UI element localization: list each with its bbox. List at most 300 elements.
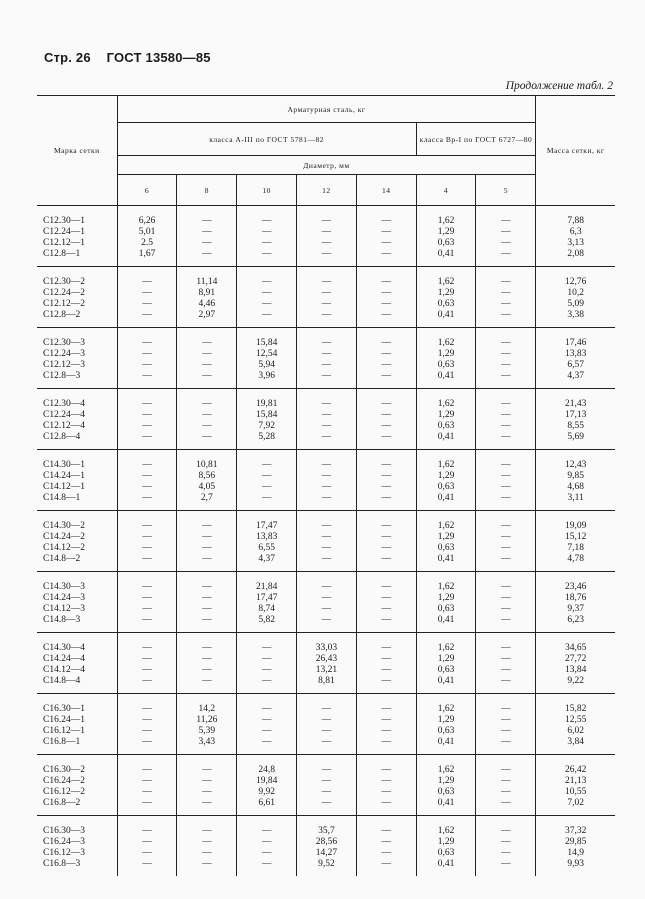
cell-value: 2,7 — [200, 493, 213, 503]
table-row-group — [37, 267, 615, 328]
value-cell-d8 — [177, 633, 237, 694]
cell-value: — — [381, 399, 391, 409]
cell-value: — — [261, 216, 272, 226]
cell-value: 29,85 — [564, 837, 587, 847]
mass-cell — [536, 267, 615, 328]
cell-value: — — [321, 471, 332, 481]
cell-value: 1,29 — [437, 593, 455, 603]
cell-value: — — [501, 665, 511, 675]
cell-value: — — [381, 338, 391, 348]
value-cell-d6 — [117, 755, 177, 816]
value-cell-d12 — [297, 511, 357, 572]
value-cell-d12 — [297, 450, 357, 511]
cell-value: — — [261, 493, 272, 503]
mesh-mark: С12.24—3 — [43, 349, 85, 359]
mesh-mark: С14.30—2 — [43, 521, 85, 531]
cell-value: — — [142, 787, 152, 797]
cell-value: — — [202, 249, 212, 259]
mark-cell — [37, 633, 117, 694]
cell-value: 6,23 — [567, 615, 584, 625]
cell-value: — — [142, 471, 152, 481]
cell-value: — — [202, 826, 212, 836]
value-cell-d8 — [177, 572, 237, 633]
cell-value: — — [142, 776, 152, 786]
cell-value: — — [501, 787, 511, 797]
cell-value: 1,62 — [437, 399, 455, 409]
mesh-mark: С12.30—4 — [43, 399, 85, 409]
cell-value: 33,03 — [315, 643, 338, 653]
cell-value: — — [142, 399, 152, 409]
value-cell-d10 — [237, 572, 297, 633]
cell-value: — — [142, 288, 152, 298]
value-cell-d12 — [297, 206, 357, 267]
standard-number: ГОСТ 13580—85 — [106, 50, 211, 65]
cell-value: 8,55 — [567, 421, 584, 431]
value-cell-d5 — [476, 755, 536, 816]
value-cell-d4 — [416, 755, 476, 816]
cell-value: — — [381, 371, 391, 381]
cell-value: — — [142, 665, 152, 675]
cell-value: 10,2 — [567, 288, 584, 298]
cell-value: — — [321, 338, 332, 348]
cell-value: — — [501, 543, 511, 553]
cell-value: — — [142, 410, 152, 420]
cell-value: — — [381, 798, 391, 808]
value-cell-d8 — [177, 511, 237, 572]
cell-value: — — [501, 604, 511, 614]
cell-value: 12,76 — [564, 277, 587, 287]
cell-value: — — [501, 837, 511, 847]
mesh-mark: С12.8—3 — [43, 371, 81, 381]
mesh-mark: С16.12—3 — [43, 848, 85, 858]
cell-value: — — [381, 859, 391, 869]
cell-value: 0,63 — [437, 482, 455, 492]
cell-value: — — [321, 787, 332, 797]
cell-value: — — [381, 765, 391, 775]
value-cell-d5 — [476, 633, 536, 694]
cell-value: — — [202, 521, 212, 531]
cell-value: — — [202, 654, 212, 664]
mesh-mark: С12.30—1 — [43, 216, 85, 226]
value-cell-d4 — [416, 633, 476, 694]
cell-value: 3,84 — [567, 737, 584, 747]
header-diameter-2: 10 — [237, 175, 297, 206]
cell-value: — — [142, 826, 152, 836]
value-cell-d6 — [117, 206, 177, 267]
cell-value: 1,62 — [437, 277, 455, 287]
cell-value: — — [321, 593, 332, 603]
mesh-mark: С14.12—3 — [43, 604, 85, 614]
cell-value: — — [261, 310, 272, 320]
mesh-mark: С14.8—3 — [43, 615, 81, 625]
value-cell-d4 — [416, 816, 476, 877]
value-cell-d8 — [177, 755, 237, 816]
value-cell-d14 — [356, 206, 416, 267]
value-cell-d5 — [476, 389, 536, 450]
cell-value: — — [381, 227, 391, 237]
mesh-mark: С14.12—2 — [43, 543, 85, 553]
cell-value: — — [321, 238, 332, 248]
cell-value: — — [142, 715, 152, 725]
cell-value: 7,92 — [258, 421, 275, 431]
cell-value: — — [321, 310, 332, 320]
cell-value: 2,08 — [567, 249, 584, 259]
cell-value: — — [202, 238, 212, 248]
cell-value: — — [321, 604, 332, 614]
cell-value: — — [202, 848, 212, 858]
cell-value: 14,2 — [198, 704, 216, 714]
cell-value: — — [142, 349, 152, 359]
mesh-mark: С16.30—1 — [43, 704, 85, 714]
cell-value: — — [202, 338, 212, 348]
cell-value: — — [501, 554, 511, 564]
cell-value: 10,81 — [196, 460, 218, 470]
cell-value: — — [261, 277, 272, 287]
cell-value: — — [381, 349, 391, 359]
cell-value: — — [261, 859, 272, 869]
cell-value: — — [261, 654, 272, 664]
mesh-mark: С16.30—2 — [43, 765, 85, 775]
cell-value: 19,09 — [564, 521, 587, 531]
cell-value: 1,29 — [437, 471, 455, 481]
cell-value: — — [261, 643, 272, 653]
cell-value: 12,55 — [564, 715, 587, 725]
header-diameter-5: 4 — [416, 175, 476, 206]
cell-value: — — [321, 371, 332, 381]
cell-value: 0,63 — [437, 238, 455, 248]
mesh-mark: С16.8—1 — [43, 737, 81, 747]
cell-value: 0,41 — [437, 249, 455, 259]
cell-value: — — [381, 837, 391, 847]
cell-value: — — [202, 665, 212, 675]
reinforcement-mesh-table — [37, 95, 615, 876]
cell-value: 18,76 — [564, 593, 587, 603]
cell-value: — — [501, 299, 511, 309]
header-mesh-mass: Масса сетки, кг — [536, 96, 615, 206]
cell-value: — — [261, 471, 272, 481]
value-cell-d8 — [177, 389, 237, 450]
cell-value: 2,97 — [198, 310, 216, 320]
cell-value: — — [261, 737, 272, 747]
cell-value: — — [261, 704, 272, 714]
cell-value: — — [202, 532, 212, 542]
cell-value: — — [142, 848, 152, 858]
value-cell-d4 — [416, 511, 476, 572]
cell-value: 21,43 — [564, 399, 587, 409]
cell-value: — — [501, 482, 511, 492]
cell-value: — — [501, 765, 511, 775]
value-cell-d14 — [356, 450, 416, 511]
cell-value: 1,62 — [437, 704, 455, 714]
mark-cell — [37, 328, 117, 389]
cell-value: — — [321, 432, 332, 442]
cell-value: — — [501, 676, 511, 686]
cell-value: — — [381, 604, 391, 614]
cell-value: — — [381, 238, 391, 248]
cell-value: 1,62 — [437, 643, 455, 653]
mass-cell — [536, 816, 615, 877]
cell-value: — — [381, 360, 391, 370]
cell-value: 1,29 — [437, 349, 455, 359]
cell-value: — — [142, 726, 152, 736]
value-cell-d12 — [297, 572, 357, 633]
value-cell-d10 — [237, 633, 297, 694]
cell-value: — — [501, 615, 511, 625]
cell-value: 17,47 — [255, 521, 278, 531]
cell-value: — — [202, 371, 212, 381]
cell-value: — — [321, 216, 332, 226]
page-number: Стр. 26 — [44, 50, 91, 65]
cell-value: — — [261, 837, 272, 847]
value-cell-d5 — [476, 450, 536, 511]
mass-cell — [536, 328, 615, 389]
cell-value: 6,57 — [567, 360, 584, 370]
cell-value: — — [142, 277, 152, 287]
value-cell-d10 — [237, 206, 297, 267]
table-row-group — [37, 816, 615, 877]
value-cell-d4 — [416, 267, 476, 328]
cell-value: — — [261, 726, 272, 736]
table-row-group — [37, 511, 615, 572]
cell-value: 6,55 — [258, 543, 275, 553]
cell-value: — — [501, 399, 511, 409]
cell-value: — — [261, 715, 272, 725]
cell-value: 0,63 — [437, 604, 455, 614]
value-cell-d14 — [356, 511, 416, 572]
value-cell-d14 — [356, 389, 416, 450]
cell-value: 3,96 — [258, 371, 275, 381]
cell-value: — — [501, 410, 511, 420]
cell-value: 7,88 — [567, 216, 584, 226]
cell-value: 5,39 — [198, 726, 216, 736]
cell-value: — — [142, 482, 152, 492]
mesh-mark: С16.24—2 — [43, 776, 85, 786]
mesh-mark: С12.12—1 — [43, 238, 85, 248]
cell-value: — — [321, 299, 332, 309]
value-cell-d14 — [356, 267, 416, 328]
cell-value: — — [501, 310, 511, 320]
value-cell-d6 — [117, 511, 177, 572]
cell-value: — — [202, 432, 212, 442]
mass-cell — [536, 633, 615, 694]
cell-value: — — [381, 249, 391, 259]
cell-value: 3,38 — [567, 310, 584, 320]
cell-value: 5,09 — [567, 299, 584, 309]
header-mesh-mark: Марка сетки — [37, 96, 117, 206]
cell-value: — — [381, 310, 391, 320]
cell-value: 0,41 — [437, 737, 455, 747]
cell-value: 11,14 — [196, 277, 218, 287]
cell-value: 17,46 — [564, 338, 587, 348]
cell-value: — — [142, 593, 152, 603]
mass-cell — [536, 206, 615, 267]
cell-value: — — [202, 227, 212, 237]
cell-value: — — [261, 238, 272, 248]
value-cell-d6 — [117, 633, 177, 694]
cell-value: 26,43 — [315, 654, 338, 664]
cell-value: — — [142, 360, 152, 370]
value-cell-d12 — [297, 389, 357, 450]
value-cell-d12 — [297, 267, 357, 328]
cell-value: 4,46 — [198, 299, 216, 309]
cell-value: 4,68 — [567, 482, 584, 492]
cell-value: — — [202, 615, 212, 625]
value-cell-d8 — [177, 816, 237, 877]
cell-value: 1,29 — [437, 776, 455, 786]
value-cell-d6 — [117, 389, 177, 450]
cell-value: — — [202, 776, 212, 786]
mesh-mark: С16.12—1 — [43, 726, 85, 736]
cell-value: 34,65 — [564, 643, 587, 653]
value-cell-d14 — [356, 572, 416, 633]
cell-value: — — [202, 604, 212, 614]
cell-value: 6,02 — [567, 726, 584, 736]
mesh-mark: С12.12—4 — [43, 421, 85, 431]
cell-value: 4,05 — [198, 482, 216, 492]
cell-value: — — [321, 715, 332, 725]
cell-value: — — [142, 432, 152, 442]
cell-value: — — [501, 582, 511, 592]
cell-value: — — [202, 643, 212, 653]
header-diameter-3: 12 — [297, 175, 357, 206]
cell-value: 1,29 — [437, 532, 455, 542]
cell-value: — — [381, 726, 391, 736]
cell-value: — — [321, 521, 332, 531]
mark-cell — [37, 511, 117, 572]
cell-value: 23,46 — [564, 582, 587, 592]
cell-value: — — [501, 277, 511, 287]
cell-value: — — [501, 593, 511, 603]
value-cell-d10 — [237, 816, 297, 877]
cell-value: — — [381, 532, 391, 542]
cell-value: — — [321, 288, 332, 298]
cell-value: 1,29 — [437, 288, 455, 298]
cell-value: 6,3 — [569, 227, 582, 237]
cell-value: — — [202, 554, 212, 564]
mesh-mark: С14.24—2 — [43, 532, 85, 542]
cell-value: — — [142, 737, 152, 747]
value-cell-d4 — [416, 206, 476, 267]
cell-value: 13,83 — [255, 532, 278, 542]
cell-value: — — [501, 715, 511, 725]
mesh-mark: С14.8—1 — [43, 493, 81, 503]
cell-value: 15,84 — [255, 410, 278, 420]
value-cell-d6 — [117, 267, 177, 328]
header-class-a3: класса А-III по ГОСТ 5781—82 — [117, 123, 416, 156]
value-cell-d6 — [117, 694, 177, 755]
value-cell-d4 — [416, 572, 476, 633]
cell-value: — — [501, 521, 511, 531]
value-cell-d12 — [297, 694, 357, 755]
cell-value: — — [142, 582, 152, 592]
cell-value: — — [321, 704, 332, 714]
cell-value: 0,63 — [437, 665, 455, 675]
cell-value: — — [321, 399, 332, 409]
value-cell-d5 — [476, 511, 536, 572]
cell-value: — — [381, 432, 391, 442]
cell-value: — — [142, 493, 152, 503]
cell-value: — — [142, 704, 152, 714]
cell-value: — — [261, 665, 272, 675]
mass-cell — [536, 755, 615, 816]
cell-value: — — [202, 410, 212, 420]
value-cell-d14 — [356, 755, 416, 816]
cell-value: — — [321, 726, 332, 736]
mesh-mark: С12.8—2 — [43, 310, 81, 320]
cell-value: — — [202, 543, 212, 553]
cell-value: — — [142, 532, 152, 542]
cell-value: — — [261, 826, 272, 836]
header-diameter-6: 5 — [476, 175, 536, 206]
cell-value: 27,72 — [564, 654, 587, 664]
cell-value: 7,18 — [567, 543, 584, 553]
cell-value: 0,63 — [437, 299, 455, 309]
value-cell-d10 — [237, 694, 297, 755]
cell-value: — — [142, 837, 152, 847]
cell-value: — — [501, 798, 511, 808]
cell-value: — — [202, 593, 212, 603]
cell-value: — — [321, 765, 332, 775]
cell-value: — — [501, 460, 511, 470]
cell-value: — — [381, 593, 391, 603]
table-row-group — [37, 755, 615, 816]
cell-value: 15,82 — [564, 704, 587, 714]
mesh-mark: С12.12—3 — [43, 360, 85, 370]
value-cell-d14 — [356, 816, 416, 877]
cell-value: — — [202, 216, 212, 226]
cell-value: — — [501, 471, 511, 481]
cell-value: — — [381, 216, 391, 226]
cell-value: — — [142, 299, 152, 309]
mesh-mark: С16.24—3 — [43, 837, 85, 847]
cell-value: — — [142, 604, 152, 614]
cell-value: 8,74 — [258, 604, 275, 614]
cell-value: 9,22 — [567, 676, 584, 686]
value-cell-d5 — [476, 267, 536, 328]
cell-value: 5,82 — [258, 615, 275, 625]
cell-value: 5,69 — [567, 432, 584, 442]
mesh-mark: С14.12—1 — [43, 482, 85, 492]
cell-value: 8,56 — [198, 471, 216, 481]
mesh-mark: С14.30—4 — [43, 643, 85, 653]
cell-value: — — [142, 798, 152, 808]
table-row-group — [37, 572, 615, 633]
mass-cell — [536, 694, 615, 755]
value-cell-d10 — [237, 450, 297, 511]
cell-value: — — [142, 615, 152, 625]
cell-value: 8,81 — [318, 676, 335, 686]
cell-value: 19,84 — [255, 776, 278, 786]
cell-value: — — [501, 349, 511, 359]
mass-cell — [536, 450, 615, 511]
cell-value: 1,29 — [437, 715, 455, 725]
cell-value: — — [321, 421, 332, 431]
cell-value: 17,47 — [255, 593, 278, 603]
cell-value: — — [381, 787, 391, 797]
cell-value: — — [142, 421, 152, 431]
mesh-mark: С14.24—1 — [43, 471, 85, 481]
cell-value: — — [381, 643, 391, 653]
cell-value: — — [381, 277, 391, 287]
mesh-mark: С14.8—4 — [43, 676, 81, 686]
cell-value: — — [142, 654, 152, 664]
value-cell-d8 — [177, 328, 237, 389]
cell-value: — — [501, 227, 511, 237]
cell-value: — — [202, 837, 212, 847]
cell-value: — — [261, 288, 272, 298]
value-cell-d6 — [117, 572, 177, 633]
cell-value: — — [501, 493, 511, 503]
